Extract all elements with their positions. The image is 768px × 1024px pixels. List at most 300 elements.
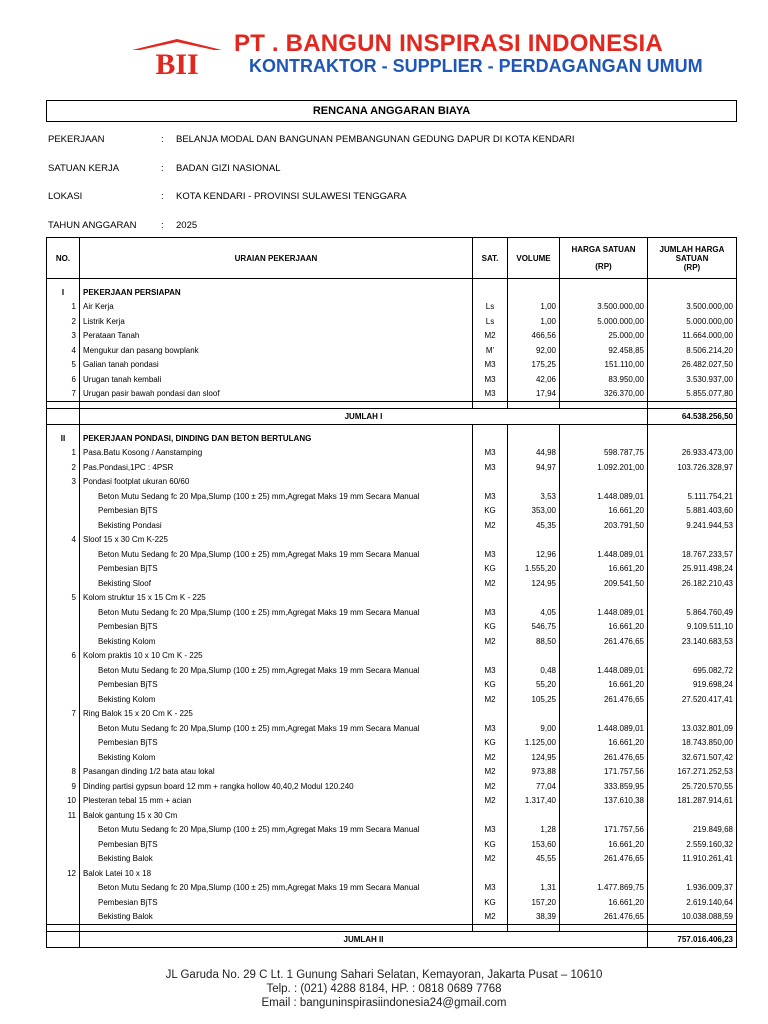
item-total-price: 2.619.140,64 <box>648 895 737 910</box>
item-volume: 973,88 <box>508 765 560 780</box>
item-volume: 175,25 <box>508 358 560 373</box>
item-unit-price: 261.476,65 <box>560 910 648 925</box>
item-total-price <box>648 866 737 881</box>
table-row <box>47 372 737 387</box>
item-unit-price: 16.661,20 <box>560 562 648 577</box>
section-number: I <box>47 285 80 300</box>
item-description: Bekisting Kolom <box>80 750 473 765</box>
item-number: 10 <box>47 794 80 809</box>
item-description: Kolom praktis 10 x 10 Cm K - 225 <box>80 649 473 664</box>
item-total-price: 27.520.417,41 <box>648 692 737 707</box>
item-description: Pembesian BjTS <box>80 837 473 852</box>
item-unit: M3 <box>473 547 508 562</box>
item-volume: 9,00 <box>508 721 560 736</box>
item-unit: M3 <box>473 387 508 402</box>
item-unit: KG <box>473 562 508 577</box>
item-number <box>47 634 80 649</box>
item-unit-price <box>560 707 648 722</box>
item-unit-price <box>560 866 648 881</box>
item-unit-price: 326.370,00 <box>560 387 648 402</box>
item-unit-price: 16.661,20 <box>560 678 648 693</box>
section-total-row <box>47 409 737 425</box>
table-header-row <box>47 238 737 279</box>
item-unit-price: 261.476,65 <box>560 634 648 649</box>
item-total-price: 9.109.511,10 <box>648 620 737 635</box>
item-volume: 153,60 <box>508 837 560 852</box>
item-volume: 353,00 <box>508 504 560 519</box>
item-description: Galian tanah pondasi <box>80 358 473 373</box>
item-total-price <box>648 649 737 664</box>
header-volume: VOLUME <box>508 238 560 279</box>
empty-cell <box>648 431 737 446</box>
item-number: 5 <box>47 591 80 606</box>
item-unit-price: 151.110,00 <box>560 358 648 373</box>
item-unit-price: 5.000.000,00 <box>560 314 648 329</box>
item-total-price: 2.559.160,32 <box>648 837 737 852</box>
item-unit: M2 <box>473 518 508 533</box>
table-row <box>47 343 737 358</box>
item-volume <box>508 649 560 664</box>
item-unit-price: 83.950,00 <box>560 372 648 387</box>
table-row <box>47 649 737 664</box>
item-description: Pembesian BjTS <box>80 895 473 910</box>
item-unit-price: 261.476,65 <box>560 852 648 867</box>
item-unit: Ls <box>473 314 508 329</box>
item-description: Pembesian BjTS <box>80 620 473 635</box>
item-total-price: 26.933.473,00 <box>648 446 737 461</box>
item-volume <box>508 808 560 823</box>
item-number <box>47 562 80 577</box>
info-label: TAHUN ANGGARAN <box>48 220 137 231</box>
item-unit-price: 1.448.089,01 <box>560 547 648 562</box>
item-unit: M3 <box>473 721 508 736</box>
item-volume: 0,48 <box>508 663 560 678</box>
item-unit-price <box>560 475 648 490</box>
spacer-cell <box>508 925 560 932</box>
header-total-unit: (RP) <box>683 262 701 272</box>
item-unit: M2 <box>473 852 508 867</box>
item-number <box>47 576 80 591</box>
item-total-price: 10.038.088,59 <box>648 910 737 925</box>
item-unit-price: 261.476,65 <box>560 692 648 707</box>
footer-phone: Telp. : (021) 4288 8184, HP. : 0818 0689 7768 <box>266 983 502 995</box>
item-unit-price: 16.661,20 <box>560 736 648 751</box>
table-row <box>47 837 737 852</box>
item-unit: M3 <box>473 446 508 461</box>
item-total-price: 18.767.233,57 <box>648 547 737 562</box>
item-number: 11 <box>47 808 80 823</box>
item-total-price: 11.664.000,00 <box>648 329 737 344</box>
table-row <box>47 736 737 751</box>
item-total-price <box>648 707 737 722</box>
item-unit: Ls <box>473 300 508 315</box>
item-number <box>47 620 80 635</box>
item-description: Sloof 15 x 30 Cm K-225 <box>80 533 473 548</box>
item-total-price: 5.111.754,21 <box>648 489 737 504</box>
table-row <box>47 358 737 373</box>
item-unit: M3 <box>473 605 508 620</box>
item-number: 3 <box>47 329 80 344</box>
document-title: RENCANA ANGGARAN BIAYA <box>46 100 737 122</box>
item-volume <box>508 591 560 606</box>
item-total-price: 5.000.000,00 <box>648 314 737 329</box>
item-volume <box>508 475 560 490</box>
item-unit <box>473 649 508 664</box>
item-unit: KG <box>473 678 508 693</box>
item-unit: M2 <box>473 779 508 794</box>
item-description: Plesteran tebal 15 mm + acian <box>80 794 473 809</box>
item-number: 8 <box>47 765 80 780</box>
item-description: Kolom struktur 15 x 15 Cm K - 225 <box>80 591 473 606</box>
item-volume: 1,00 <box>508 300 560 315</box>
header-price-unit: (RP) <box>595 262 612 271</box>
item-volume: 1.317,40 <box>508 794 560 809</box>
item-unit-price <box>560 808 648 823</box>
item-unit: M3 <box>473 372 508 387</box>
empty-cell <box>508 285 560 300</box>
item-volume: 124,95 <box>508 750 560 765</box>
item-unit: M3 <box>473 823 508 838</box>
table-row <box>47 460 737 475</box>
header-desc: URAIAN PEKERJAAN <box>80 238 473 279</box>
section-total-row <box>47 932 737 948</box>
item-unit-price <box>560 533 648 548</box>
info-label: LOKASI <box>48 191 83 202</box>
item-volume: 44,98 <box>508 446 560 461</box>
item-total-price: 5.855.077,80 <box>648 387 737 402</box>
item-unit-price <box>560 649 648 664</box>
item-unit-price: 171.757,56 <box>560 765 648 780</box>
item-total-price: 9.241.944,53 <box>648 518 737 533</box>
letterhead <box>0 0 768 95</box>
item-unit: M3 <box>473 663 508 678</box>
item-number <box>47 504 80 519</box>
item-volume: 466,56 <box>508 329 560 344</box>
item-number <box>47 823 80 838</box>
item-unit-price: 598.787,75 <box>560 446 648 461</box>
item-description: Beton Mutu Sedang fc 20 Mpa,Slump (100 ± 25) mm,Agregat Maks 19 mm Secara Manual <box>80 663 473 678</box>
item-number: 7 <box>47 707 80 722</box>
item-total-price: 3.500.000,00 <box>648 300 737 315</box>
item-unit: M2 <box>473 692 508 707</box>
item-description: Bekisting Balok <box>80 910 473 925</box>
item-total-price: 25.911.498,24 <box>648 562 737 577</box>
item-total-price: 3.530.937,00 <box>648 372 737 387</box>
item-number <box>47 489 80 504</box>
item-description: Pas.Pondasi,1PC : 4PSR <box>80 460 473 475</box>
item-total-price: 11.910.261,41 <box>648 852 737 867</box>
item-total-price: 18.743.850,00 <box>648 736 737 751</box>
item-total-price: 1.936.009,37 <box>648 881 737 896</box>
item-number: 5 <box>47 358 80 373</box>
item-number <box>47 518 80 533</box>
table-row <box>47 794 737 809</box>
item-volume: 17,94 <box>508 387 560 402</box>
item-description: Beton Mutu Sedang fc 20 Mpa,Slump (100 ± 25) mm,Agregat Maks 19 mm Secara Manual <box>80 489 473 504</box>
spacer-row <box>47 925 737 932</box>
item-volume: 42,06 <box>508 372 560 387</box>
item-volume <box>508 866 560 881</box>
table-row <box>47 504 737 519</box>
table-row <box>47 314 737 329</box>
info-value: BELANJA MODAL DAN BANGUNAN PEMBANGUNAN GEDUNG DAPUR DI KOTA KENDARI <box>176 134 575 145</box>
item-volume: 94,97 <box>508 460 560 475</box>
item-unit: M2 <box>473 576 508 591</box>
item-unit-price: 1.448.089,01 <box>560 663 648 678</box>
item-volume: 38,39 <box>508 910 560 925</box>
table-row <box>47 620 737 635</box>
empty-cell <box>648 285 737 300</box>
item-description: Beton Mutu Sedang fc 20 Mpa,Slump (100 ± 25) mm,Agregat Maks 19 mm Secara Manual <box>80 721 473 736</box>
item-description: Bekisting Balok <box>80 852 473 867</box>
item-unit-price: 16.661,20 <box>560 504 648 519</box>
item-volume: 4,05 <box>508 605 560 620</box>
item-number: 2 <box>47 460 80 475</box>
item-total-price: 13.032.801,09 <box>648 721 737 736</box>
item-unit-price: 1.448.089,01 <box>560 605 648 620</box>
info-colon: : <box>161 163 164 174</box>
item-unit: M3 <box>473 489 508 504</box>
spacer-cell <box>648 925 737 932</box>
table-row <box>47 547 737 562</box>
item-unit: M' <box>473 343 508 358</box>
item-total-price: 695.082,72 <box>648 663 737 678</box>
item-description: Pembesian BjTS <box>80 678 473 693</box>
item-unit: KG <box>473 504 508 519</box>
item-total-price: 26.482.027,50 <box>648 358 737 373</box>
footer-email: Email : banguninspirasiindonesia24@gmail.com <box>261 997 507 1009</box>
item-total-price <box>648 591 737 606</box>
spacer-cell <box>560 402 648 409</box>
item-unit-price: 333.859,95 <box>560 779 648 794</box>
item-number <box>47 721 80 736</box>
item-unit <box>473 475 508 490</box>
section-total-label: JUMLAH I <box>80 409 648 425</box>
item-unit-price: 25.000,00 <box>560 329 648 344</box>
item-number: 12 <box>47 866 80 881</box>
item-unit: M2 <box>473 910 508 925</box>
item-description: Listrik Kerja <box>80 314 473 329</box>
table-row <box>47 591 737 606</box>
item-number <box>47 692 80 707</box>
item-unit <box>473 591 508 606</box>
table-row <box>47 562 737 577</box>
item-unit: M2 <box>473 329 508 344</box>
item-total-price: 26.182.210,43 <box>648 576 737 591</box>
item-volume: 45,55 <box>508 852 560 867</box>
item-volume: 546,75 <box>508 620 560 635</box>
item-unit <box>473 707 508 722</box>
svg-text:BII: BII <box>155 48 199 76</box>
item-unit: M2 <box>473 765 508 780</box>
item-unit-price: 261.476,65 <box>560 750 648 765</box>
item-number: 9 <box>47 779 80 794</box>
item-unit: KG <box>473 837 508 852</box>
info-colon: : <box>161 191 164 202</box>
table-row <box>47 634 737 649</box>
item-unit <box>473 533 508 548</box>
item-total-price <box>648 808 737 823</box>
section-total-value: 757.016.406,23 <box>648 932 737 948</box>
item-unit: M2 <box>473 750 508 765</box>
spacer-row <box>47 402 737 409</box>
table-row <box>47 300 737 315</box>
item-description: Pasa.Batu Kosong / Aanstamping <box>80 446 473 461</box>
table-row <box>47 910 737 925</box>
item-unit-price: 209.541,50 <box>560 576 648 591</box>
item-number <box>47 881 80 896</box>
item-volume <box>508 707 560 722</box>
footer-address: JL Garuda No. 29 C Lt. 1 Gunung Sahari Selatan, Kemayoran, Jakarta Pusat – 10610 <box>165 969 603 981</box>
item-description: Bekisting Kolom <box>80 692 473 707</box>
table-row <box>47 765 737 780</box>
item-number: 6 <box>47 372 80 387</box>
header-price <box>560 238 648 279</box>
item-number <box>47 663 80 678</box>
item-description: Bekisting Kolom <box>80 634 473 649</box>
item-volume: 124,95 <box>508 576 560 591</box>
item-unit-price: 16.661,20 <box>560 837 648 852</box>
header-no: NO. <box>47 238 80 279</box>
item-description: Beton Mutu Sedang fc 20 Mpa,Slump (100 ± 25) mm,Agregat Maks 19 mm Secara Manual <box>80 881 473 896</box>
item-volume: 55,20 <box>508 678 560 693</box>
item-number: 6 <box>47 649 80 664</box>
item-description: Urugan pasir bawah pondasi dan sloof <box>80 387 473 402</box>
footer <box>0 968 768 1010</box>
item-number: 4 <box>47 343 80 358</box>
item-volume: 45,35 <box>508 518 560 533</box>
section-header-row <box>47 285 737 300</box>
item-unit: KG <box>473 620 508 635</box>
item-unit: M2 <box>473 634 508 649</box>
item-total-price: 103.726.328,97 <box>648 460 737 475</box>
budget-table <box>46 237 737 948</box>
item-description: Pembesian BjTS <box>80 736 473 751</box>
item-unit-price: 16.661,20 <box>560 895 648 910</box>
info-value: KOTA KENDARI - PROVINSI SULAWESI TENGGARA <box>176 191 407 202</box>
item-unit: KG <box>473 736 508 751</box>
empty-cell <box>508 431 560 446</box>
spacer-cell <box>473 402 508 409</box>
company-logo <box>128 38 226 76</box>
item-unit-price: 171.757,56 <box>560 823 648 838</box>
item-total-price <box>648 475 737 490</box>
info-colon: : <box>161 220 164 231</box>
item-number <box>47 736 80 751</box>
header-sat: SAT. <box>473 238 508 279</box>
item-number <box>47 837 80 852</box>
item-description: Pasangan dinding 1/2 bata atau lokal <box>80 765 473 780</box>
section-total-label: JUMLAH II <box>80 932 648 948</box>
table-row <box>47 895 737 910</box>
empty-cell <box>473 285 508 300</box>
item-number <box>47 750 80 765</box>
item-unit-price: 1.448.089,01 <box>560 489 648 504</box>
empty-cell <box>47 409 80 425</box>
company-tagline: KONTRAKTOR - SUPPLIER - PERDAGANGAN UMUM <box>249 56 703 76</box>
table-row <box>47 605 737 620</box>
table-row <box>47 823 737 838</box>
item-description: Urugan tanah kembali <box>80 372 473 387</box>
item-number <box>47 895 80 910</box>
item-description: Pembesian BjTS <box>80 504 473 519</box>
item-total-price: 219.849,68 <box>648 823 737 838</box>
spacer-cell <box>47 402 80 409</box>
table-row <box>47 678 737 693</box>
item-description: Ring Balok 15 x 20 Cm K - 225 <box>80 707 473 722</box>
item-volume: 1,00 <box>508 314 560 329</box>
item-total-price: 5.864.760,49 <box>648 605 737 620</box>
table-row <box>47 808 737 823</box>
item-total-price: 32.671.507,42 <box>648 750 737 765</box>
table-row <box>47 750 737 765</box>
spacer-cell <box>47 925 80 932</box>
item-total-price: 5.881.403,60 <box>648 504 737 519</box>
item-total-price: 919.698,24 <box>648 678 737 693</box>
spacer-cell <box>648 402 737 409</box>
item-number: 1 <box>47 300 80 315</box>
item-description: Beton Mutu Sedang fc 20 Mpa,Slump (100 ± 25) mm,Agregat Maks 19 mm Secara Manual <box>80 547 473 562</box>
item-volume: 88,50 <box>508 634 560 649</box>
header-total <box>648 238 737 279</box>
item-number <box>47 852 80 867</box>
empty-cell <box>47 932 80 948</box>
empty-cell <box>560 285 648 300</box>
item-unit: KG <box>473 895 508 910</box>
item-volume: 92,00 <box>508 343 560 358</box>
info-label: PEKERJAAN <box>48 134 105 145</box>
item-volume: 77,04 <box>508 779 560 794</box>
spacer-cell <box>80 402 473 409</box>
item-unit-price: 3.500.000,00 <box>560 300 648 315</box>
section-total-value: 64.538.256,50 <box>648 409 737 425</box>
table-row <box>47 852 737 867</box>
item-unit-price: 16.661,20 <box>560 620 648 635</box>
info-label: SATUAN KERJA <box>48 163 120 174</box>
item-unit-price: 92.458,85 <box>560 343 648 358</box>
item-description: Pondasi footplat ukuran 60/60 <box>80 475 473 490</box>
empty-cell <box>560 431 648 446</box>
table-row <box>47 446 737 461</box>
item-number <box>47 547 80 562</box>
item-unit <box>473 866 508 881</box>
item-unit <box>473 808 508 823</box>
table-row <box>47 489 737 504</box>
spacer-cell <box>80 925 473 932</box>
item-number: 1 <box>47 446 80 461</box>
item-total-price: 167.271.252,53 <box>648 765 737 780</box>
spacer-cell <box>560 925 648 932</box>
item-description: Pembesian BjTS <box>80 562 473 577</box>
item-unit-price: 1.092.201,00 <box>560 460 648 475</box>
item-description: Perataan Tanah <box>80 329 473 344</box>
item-unit: M3 <box>473 881 508 896</box>
item-number: 7 <box>47 387 80 402</box>
item-unit: M3 <box>473 460 508 475</box>
item-description: Bekisting Pondasi <box>80 518 473 533</box>
item-number <box>47 910 80 925</box>
table-row <box>47 387 737 402</box>
section-title: PEKERJAAN PONDASI, DINDING DAN BETON BERTULANG <box>80 431 473 446</box>
table-row <box>47 518 737 533</box>
item-volume: 1,28 <box>508 823 560 838</box>
info-colon: : <box>161 134 164 145</box>
header-total-label-2: SATUAN <box>675 253 709 263</box>
item-description: Balok gantung 15 x 30 Cm <box>80 808 473 823</box>
item-total-price: 25.720.570,55 <box>648 779 737 794</box>
item-description: Beton Mutu Sedang fc 20 Mpa,Slump (100 ± 25) mm,Agregat Maks 19 mm Secara Manual <box>80 605 473 620</box>
table-row <box>47 721 737 736</box>
